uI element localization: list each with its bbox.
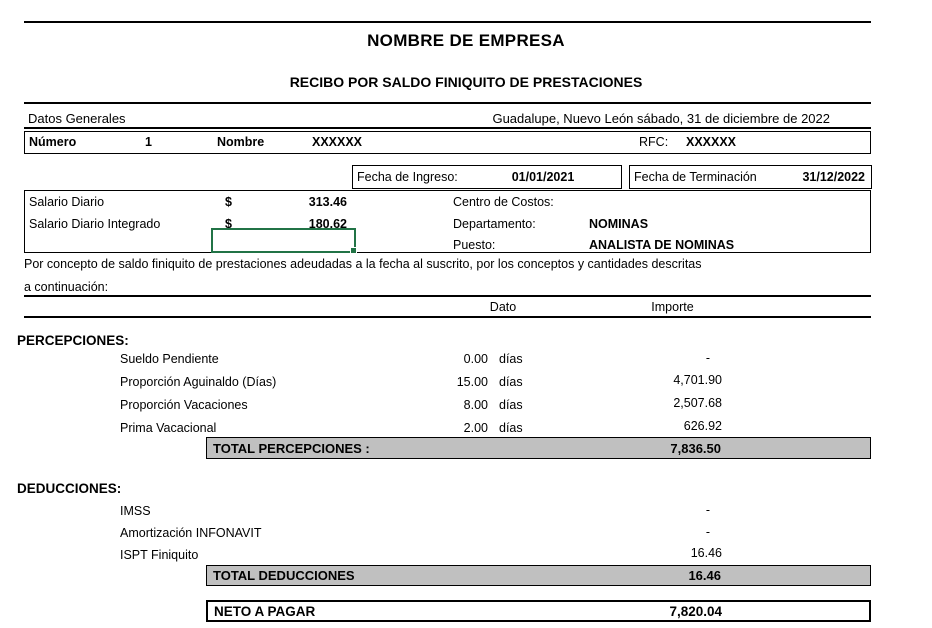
fecha-ingreso-box [352, 165, 622, 189]
receipt-title: RECIBO POR SALDO FINIQUITO DE PRESTACIONES [289, 74, 643, 90]
fecha-terminacion-value: 31/12/2022 [802, 170, 865, 184]
intro-line-1: Por concepto de saldo finiquito de prestaciones adeudadas a la fecha al suscrito, por los conceptos y cantidades descritas [24, 257, 702, 271]
departamento-label: Departamento: [453, 217, 536, 231]
concepto-label: Amortización INFONAVIT [120, 526, 262, 540]
total-deducciones-label: TOTAL DEDUCCIONES [213, 568, 355, 583]
total-percepciones-bar [206, 437, 871, 459]
salario-integrado-currency: $ [225, 217, 232, 231]
importe-value: - [705, 351, 711, 365]
salario-integrado-label: Salario Diario Integrado [29, 217, 161, 231]
top-divider [24, 21, 871, 23]
column-header-dato: Dato [489, 300, 517, 314]
centro-costos-label: Centro de Costos: [453, 195, 554, 209]
deducciones-title: DEDUCCIONES: [17, 481, 122, 496]
concepto-label: Proporción Aguinaldo (Días) [120, 375, 277, 389]
concepto-label: Prima Vacacional [120, 421, 217, 435]
departamento-value: NOMINAS [589, 217, 649, 231]
neto-a-pagar-box [206, 600, 871, 622]
dato-value: 8.00 [463, 398, 488, 412]
percepciones-title: PERCEPCIONES: [17, 333, 129, 348]
salary-detail-box [24, 190, 871, 253]
salario-diario-label: Salario Diario [29, 195, 105, 209]
nombre-label: Nombre [217, 135, 265, 149]
neto-a-pagar-label: NETO A PAGAR [214, 604, 316, 619]
header-divider-top [24, 295, 871, 297]
importe-value: 2,507.68 [673, 396, 722, 410]
puesto-label: Puesto: [453, 238, 496, 252]
nombre-value: XXXXXX [312, 135, 363, 149]
numero-value: 1 [145, 135, 152, 149]
salario-diario-value: 313.46 [308, 195, 347, 209]
general-data-box [24, 131, 871, 154]
selected-cell[interactable] [211, 228, 356, 253]
column-header-importe: Importe [651, 300, 694, 314]
puesto-value: ANALISTA DE NOMINAS [589, 238, 735, 252]
importe-value: 16.46 [690, 546, 722, 560]
intro-line-2: a continuación: [24, 280, 109, 294]
importe-value: 626.92 [683, 419, 722, 433]
total-deducciones-value: 16.46 [688, 568, 721, 583]
place-date: Guadalupe, Nuevo León sábado, 31 de diciembre de 2022 [492, 111, 830, 126]
total-percepciones-value: 7,836.50 [670, 441, 721, 456]
section-divider [24, 102, 871, 104]
dato-value: 15.00 [456, 375, 488, 389]
fecha-ingreso-label: Fecha de Ingreso: [357, 170, 458, 184]
rfc-value: XXXXXX [686, 135, 737, 149]
concepto-label: Proporción Vacaciones [120, 398, 248, 412]
dato-value: 2.00 [463, 421, 488, 435]
salario-integrado-value: 180.62 [308, 217, 347, 231]
numero-label: Número [29, 135, 77, 149]
concepto-label: Sueldo Pendiente [120, 352, 219, 366]
datos-generales-label: Datos Generales [28, 111, 126, 126]
concepto-label: IMSS [120, 504, 151, 518]
concepto-label: ISPT Finiquito [120, 548, 199, 562]
company-title: NOMBRE DE EMPRESA [367, 31, 565, 50]
neto-a-pagar-value: 7,820.04 [669, 604, 722, 619]
total-percepciones-label: TOTAL PERCEPCIONES : [213, 441, 370, 456]
importe-value: - [705, 503, 711, 517]
fecha-terminacion-label: Fecha de Terminación [634, 170, 757, 184]
total-deducciones-bar [206, 565, 871, 586]
header-divider-bottom [24, 316, 871, 318]
dato-unit: días [499, 398, 523, 412]
dato-unit: días [499, 375, 523, 389]
dato-unit: días [499, 421, 523, 435]
salario-diario-currency: $ [225, 195, 232, 209]
rfc-label: RFC: [639, 135, 669, 149]
dato-unit: días [499, 352, 523, 366]
dato-value: 0.00 [463, 352, 488, 366]
fecha-ingreso-value: 01/01/2021 [511, 170, 575, 184]
fecha-terminacion-box [629, 165, 872, 189]
importe-value: - [705, 525, 711, 539]
datos-generales-underline [24, 127, 871, 129]
fill-handle[interactable] [350, 247, 357, 254]
importe-value: 4,701.90 [673, 373, 722, 387]
